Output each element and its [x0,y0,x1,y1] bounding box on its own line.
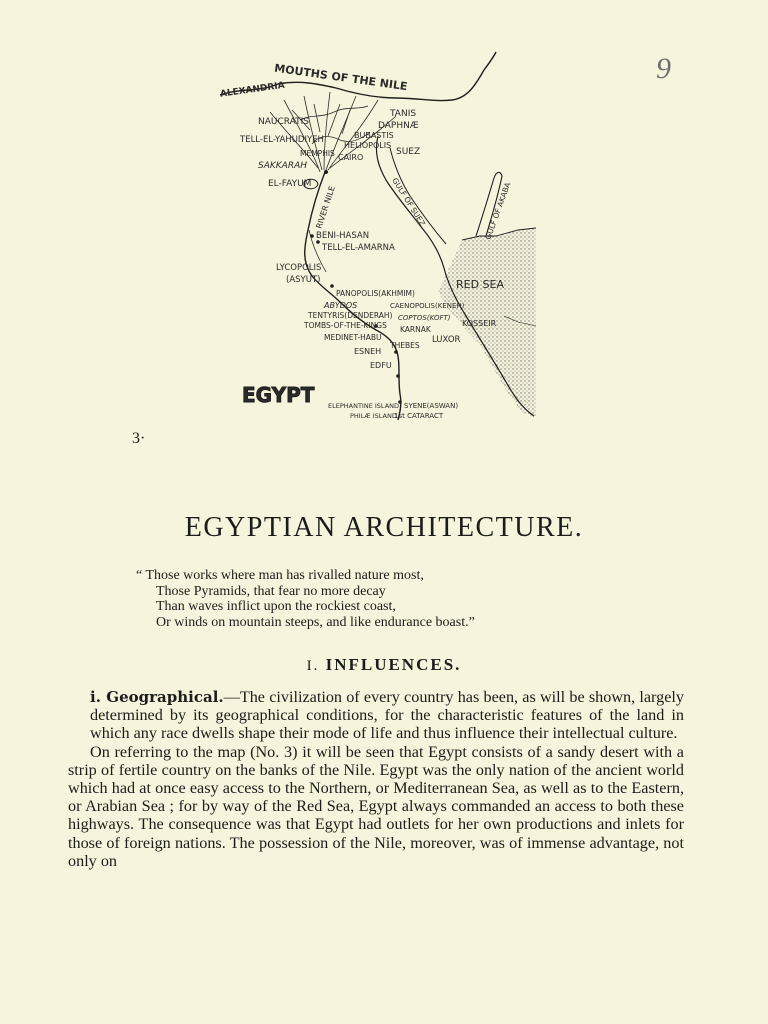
chapter-title: EGYPTIAN ARCHITECTURE. [184,512,584,543]
label-panopolis: PANOPOLIS(AKHMIM) [336,289,415,298]
verse-line: Than waves inflict upon the rockiest coast, [156,599,396,614]
label-philae: PHILÆ ISLAND [350,412,397,420]
label-cairo: CAIRO [338,153,364,162]
label-suez: SUEZ [396,147,421,157]
label-kosseir: KOSSEIR [462,319,497,328]
label-gulf-of-suez: GULF OF SUEZ [390,176,428,228]
label-edfu: EDFU [370,361,392,370]
map-of-egypt [200,40,560,440]
label-medinet-habu: MEDINET-HABU [324,333,382,342]
label-tell-el-amarna: TELL-EL-AMARNA [322,243,395,253]
label-naucratis: NAUCRATIS [258,117,309,127]
label-heliopolis: HELIOPOLIS [344,141,392,150]
paragraph: On referring to the map (No. 3) it will be seen that Egypt consists of a sandy desert with a strip of fertile country on the banks of the Nile. Egypt was the only nation of the ancient world which had at once easy access to the Northern, or Mediterranean Sea, as well as to the Eastern, or Arabian Sea ; for by way of the Red Sea, Egypt always commanded an access to both these highways. The consequence was that Egypt had outlets for her own productions and inlets for those of foreign nations. The possession of the Nile, moreover, was of immense advantage, not only on [68,742,684,870]
label-tentyris: TENTYRIS(DENDERAH) [308,311,393,320]
section-heading [0,655,768,675]
label-memphis: MEMPHIS [300,149,335,158]
label-el-fayum: EL-FAYUM [268,179,312,189]
map-title: EGYPT [242,383,315,407]
label-esneh: ESNEH [354,347,382,356]
label-cataract: 1st CATARACT [394,412,444,420]
verse-line: “ Those works where man has rivalled nature most, [136,568,424,583]
verse-line: Those Pyramids, that fear no more decay [156,583,386,599]
label-elephantine: ELEPHANTINE ISLAND [328,402,400,410]
label-bubastis: BUBASTIS [354,131,394,140]
figure-number: 3· [132,430,146,447]
page-number: 9 [656,52,671,85]
body-text [68,688,684,870]
paragraph [68,688,684,743]
paragraph-heading: i. Geographical. [90,688,224,706]
label-sakkarah: SAKKARAH [258,161,308,171]
label-coptos: COPTOS(KOFT) [398,314,451,322]
label-daphnae: DAPHNÆ [378,121,419,131]
label-tanis: TANIS [390,109,417,119]
label-caenopolis: CAENOPOLIS(KENEH) [390,302,465,310]
label-asyut: (ASYUT) [286,275,321,285]
label-alexandria: ALEXANDRIA [219,80,286,100]
verse-line: Or winds on mountain steeps, and like endurance boast.” [156,614,475,630]
label-tombs-of-the-kings: TOMBS-OF-THE-KINGS [304,321,387,330]
label-tell-el-yahudiyeh: TELL-EL-YAHUDIYEH [240,135,324,145]
label-luxor: LUXOR [432,335,461,345]
label-river-nile: RIVER NILE [314,184,337,230]
label-lycopolis: LYCOPOLIS [276,263,322,273]
label-karnak: KARNAK [400,325,431,334]
label-syene: SYENE(ASWAN) [404,402,459,410]
label-thebes: THEBES [390,341,420,350]
section-number: I. [306,658,320,674]
label-red-sea: RED SEA [456,278,505,291]
label-mouths: MOUTHS OF THE NILE [273,61,409,94]
section-title: INFLUENCES. [325,655,462,674]
label-gulf-of-akaba: GULF OF AKABA [483,181,513,241]
label-beni-hasan: BENI-HASAN [316,231,370,241]
epigraph-verse [136,568,475,630]
paragraph-text: —The civilization of every country has been, as will be shown, largely determined by its geographical conditions, for the characteristic features of the land in which any race dwells shape their mode of life and thus influence their intellectual culture. [90,688,684,743]
label-abydos: ABYDOS [324,301,358,310]
